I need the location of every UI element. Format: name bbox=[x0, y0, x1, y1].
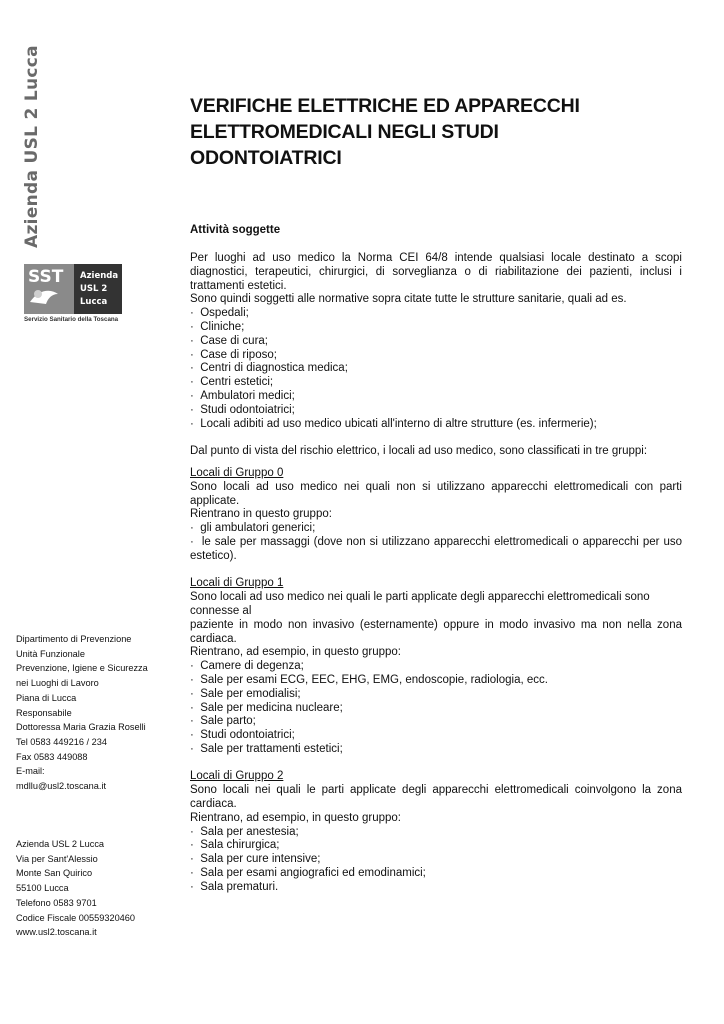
title-line: ELETTROMEDICALI NEGLI STUDI bbox=[190, 121, 499, 143]
group0-description: Sono locali ad uso medico nei quali non si utilizzano apparecchi elettromedicali con parti applicate. bbox=[190, 480, 682, 507]
asl-line: Azienda USL 2 Lucca bbox=[16, 839, 105, 849]
risk-intro: Dal punto di vista del rischio elettrico, i locali ad uso medico, sono classificati in tre gruppi: bbox=[190, 445, 648, 458]
list-item: · Cliniche; bbox=[190, 321, 682, 335]
dept-line: Dottoressa Maria Grazia Roselli bbox=[16, 722, 146, 733]
intro-paragraph: Per luoghi ad uso medico la Norma CEI 64/8 intende qualsiasi locale destinato a scopi diagnostici, terapeutici, chirurgici, di sorveglianza o di riabilitazione dei pazienti, inclusi i trattamenti estetici. bbox=[190, 252, 682, 292]
dept-line: nei Luoghi di Lavoro bbox=[16, 678, 99, 689]
dept-phone: Tel 0583 449216 / 234 bbox=[16, 736, 107, 747]
group2-list bbox=[190, 826, 682, 895]
asl-line: Via per Sant'Alessio bbox=[16, 853, 98, 864]
dept-line: Prevenzione, Igiene e Sicurezza bbox=[16, 663, 148, 674]
department-contact-block bbox=[16, 632, 166, 794]
group0-list bbox=[190, 522, 682, 563]
asl-website-link[interactable]: www.usl2.toscana.it bbox=[16, 927, 97, 938]
list-item: · Case di riposo; bbox=[190, 349, 682, 363]
group1-includes: Rientrano, ad esempio, in questo gruppo: bbox=[190, 646, 401, 659]
logo-line-1: Azienda bbox=[80, 271, 119, 281]
list-item: · Sale per trattamenti estetici; bbox=[190, 743, 682, 757]
group2-includes: Rientrano, ad esempio, in questo gruppo: bbox=[190, 811, 401, 824]
list-item: · Camere di degenza; bbox=[190, 660, 682, 674]
list-item: · Sala chirurgica; bbox=[190, 839, 682, 853]
sst-logo bbox=[24, 264, 134, 326]
logo-line-2: USL 2 bbox=[80, 284, 108, 294]
group1-title: Locali di Gruppo 1 bbox=[190, 577, 284, 590]
list-item: · Sale per medicina nucleare; bbox=[190, 702, 682, 716]
intro-paragraph-2: Sono quindi soggetti alle normative sopra citate tutte le strutture sanitarie, quali ad es. bbox=[190, 293, 627, 306]
list-item: · Case di cura; bbox=[190, 335, 682, 349]
title-line: ODONTOIATRICI bbox=[190, 147, 342, 169]
title-line: VERIFICHE ELETTRICHE ED APPARECCHI bbox=[190, 95, 580, 117]
document-title bbox=[190, 93, 690, 171]
list-item: · Sale per emodialisi; bbox=[190, 688, 682, 702]
list-item: · le sale per massaggi (dove non si utilizzano apparecchi elettromedicali o apparecchi per uso estetico). bbox=[190, 536, 682, 564]
list-item: · Sala per esami angiografici ed emodinamici; bbox=[190, 867, 682, 881]
dept-line: Piana di Lucca bbox=[16, 692, 77, 703]
dept-fax: Fax 0583 449088 bbox=[16, 751, 88, 762]
list-item: · Studi odontoiatrici; bbox=[190, 729, 682, 743]
group0-includes: Rientrano in questo gruppo: bbox=[190, 508, 332, 521]
document-body bbox=[190, 252, 682, 895]
section-heading: Attività soggette bbox=[190, 224, 281, 236]
organization-vertical-title: Azienda USL 2 Lucca bbox=[22, 45, 42, 248]
list-item: · Sale per esami ECG, EEC, EHG, EMG, endoscopie, radiologia, ecc. bbox=[190, 674, 682, 688]
dept-email-link[interactable]: mdllu@usl2.toscana.it bbox=[16, 781, 107, 792]
group1-list bbox=[190, 660, 682, 757]
asl-line: Monte San Quirico bbox=[16, 868, 93, 879]
group2-title: Locali di Gruppo 2 bbox=[190, 770, 284, 783]
list-item: · Centri estetici; bbox=[190, 376, 682, 390]
list-item: · Sala per anestesia; bbox=[190, 826, 682, 840]
list-item: · Sale parto; bbox=[190, 715, 682, 729]
azienda-address-block bbox=[16, 837, 166, 940]
dept-line: Responsabile bbox=[16, 707, 72, 718]
list-item: · Centri di diagnostica medica; bbox=[190, 362, 682, 376]
group1-description-line2: paziente in modo non invasivo (esternamente) oppure in modo invasivo ma non nella zona cardiaca. bbox=[190, 618, 682, 645]
asl-tax-code: Codice Fiscale 00559320460 bbox=[16, 912, 136, 923]
group2-description: Sono locali nei quali le parti applicate degli apparecchi elettromedicali coinvolgono la zona cardiaca. bbox=[190, 784, 682, 811]
list-item: · Locali adibiti ad uso medico ubicati all'interno di altre strutture (es. infermerie); bbox=[190, 418, 682, 432]
structures-list bbox=[190, 307, 682, 431]
list-item: · Ambulatori medici; bbox=[190, 390, 682, 404]
group0-title: Locali di Gruppo 0 bbox=[190, 466, 284, 479]
list-item: · Ospedali; bbox=[190, 307, 682, 321]
list-item: · Sala prematuri. bbox=[190, 881, 682, 895]
group1-description-line1: Sono locali ad uso medico nei quali le parti applicate degli apparecchi elettromedicali sono connesse al bbox=[190, 591, 650, 617]
list-item: · gli ambulatori generici; bbox=[190, 522, 682, 536]
asl-phone: Telefono 0583 9701 bbox=[16, 897, 97, 908]
dept-line: Dipartimento di Prevenzione bbox=[16, 634, 132, 644]
asl-line: 55100 Lucca bbox=[16, 883, 69, 894]
list-item: · Studi odontoiatrici; bbox=[190, 404, 682, 418]
dept-line: Unità Funzionale bbox=[16, 648, 85, 659]
dept-email-label: E-mail: bbox=[16, 766, 45, 777]
logo-line-3: Lucca bbox=[80, 297, 108, 307]
logo-letters: SST bbox=[28, 267, 64, 287]
logo-caption: Servizio Sanitario della Toscana bbox=[24, 316, 119, 323]
list-item: · Sala per cure intensive; bbox=[190, 853, 682, 867]
